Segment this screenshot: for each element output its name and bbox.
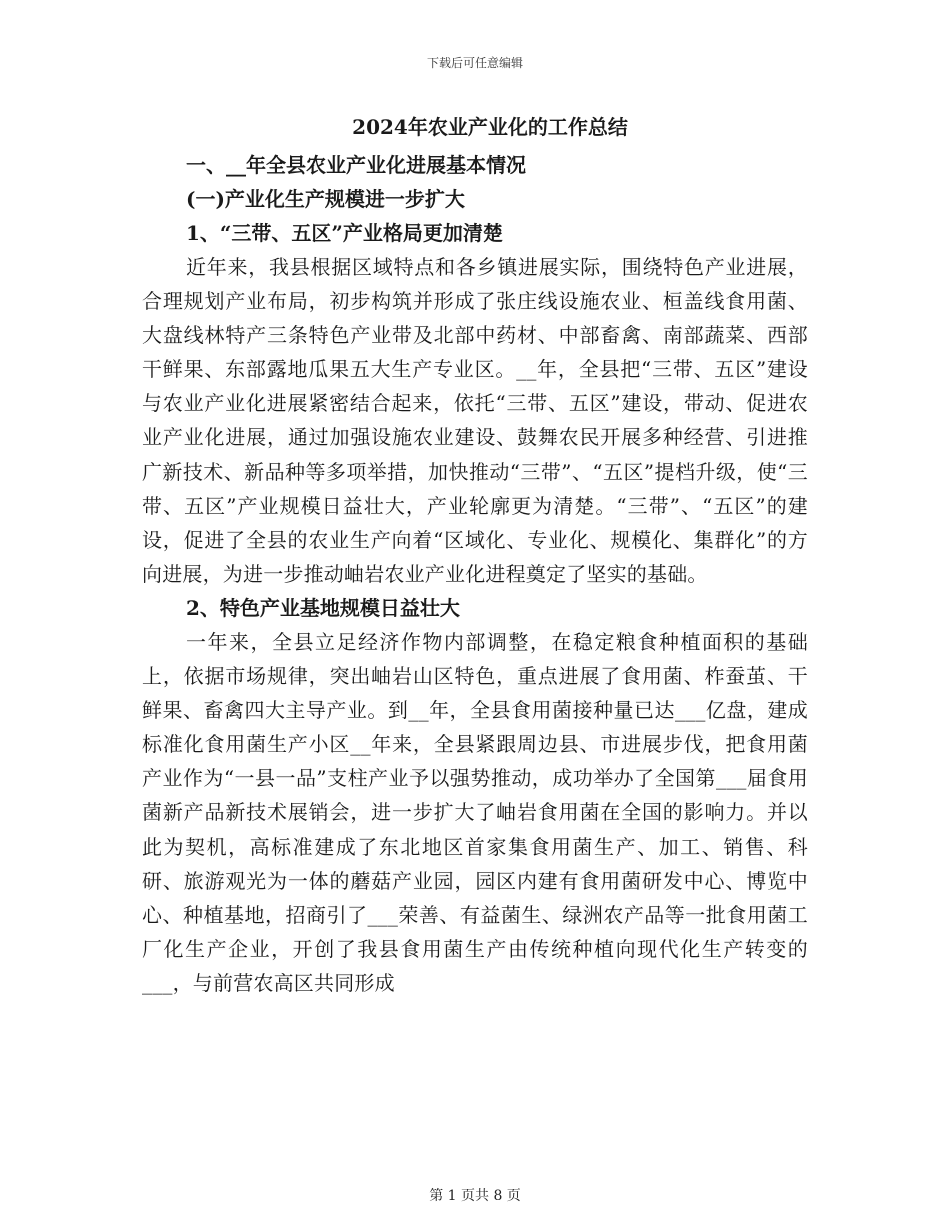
- paragraph-2: 一年来，全县立足经济作物内部调整，在稳定粮食种植面积的基础上，依据市场规律，突出岫岩山区特色，重点进展了食用菌、柞蚕茧、干鲜果、畜禽四大主导产业。到__年，全县食用菌接种量已达___亿盘，建成标准化食用菌生产小区__年来，全县紧跟周边县、市进展步伐，把食用菌产业作为“一县一品”支柱产业予以强势推动，成功举办了全国第___届食用菌新产品新技术展销会，进一步扩大了岫岩食用菌在全国的影响力。并以此为契机，高标准建成了东北地区首家集食用菌生产、加工、销售、科研、旅游观光为一体的蘑菇产业园，园区内建有食用菌研发中心、博览中心、种植基地，招商引了___荣善、有益菌生、绿洲农产品等一批食用菌工厂化生产企业，开创了我县食用菌生产由传统种植向现代化生产转变的___，与前营农高区共同形成: [142, 629, 808, 995]
- document-title: 2024年农业产业化的工作总结: [352, 115, 628, 139]
- item-heading-1: 1、“三带、五区”产业格局更加清楚: [186, 221, 503, 245]
- paragraph-1: 近年来，我县根据区域特点和各乡镇进展实际，围绕特色产业进展，合理规划产业布局，初步构筑并形成了张庄线设施农业、桓盖线食用菌、大盘线林特产三条特色产业带及北部中药材、中部畜禽、南部蔬菜、西部干鲜果、东部露地瓜果五大生产专业区。__年，全县把“三带、五区”建设与农业产业化进展紧密结合起来，依托“三带、五区”建设，带动、促进农业产业化进展，通过加强设施农业建设、鼓舞农民开展多种经营、引进推广新技术、新品种等多项举措，加快推动“三带”、“五区”提档升级，使“三带、五区”产业规模日益壮大，产业轮廓更为清楚。“三带”、“五区”的建设，促进了全县的农业生产向着“区域化、专业化、规模化、集群化”的方向进展，为进一步推动岫岩农业产业化进程奠定了坚实的基础。: [142, 255, 808, 586]
- item-heading-2: 2、特色产业基地规模日益壮大: [186, 595, 460, 620]
- download-note: 下载后可任意编辑: [426, 56, 523, 70]
- subsection-heading-1: (一)产业化生产规模进一步扩大: [186, 187, 465, 211]
- section-heading-1: 一、__年全县农业产业化进展基本情况: [186, 153, 526, 177]
- document-body: [142, 112, 808, 1000]
- page-number: 第 1 页共 8 页: [429, 1188, 521, 1204]
